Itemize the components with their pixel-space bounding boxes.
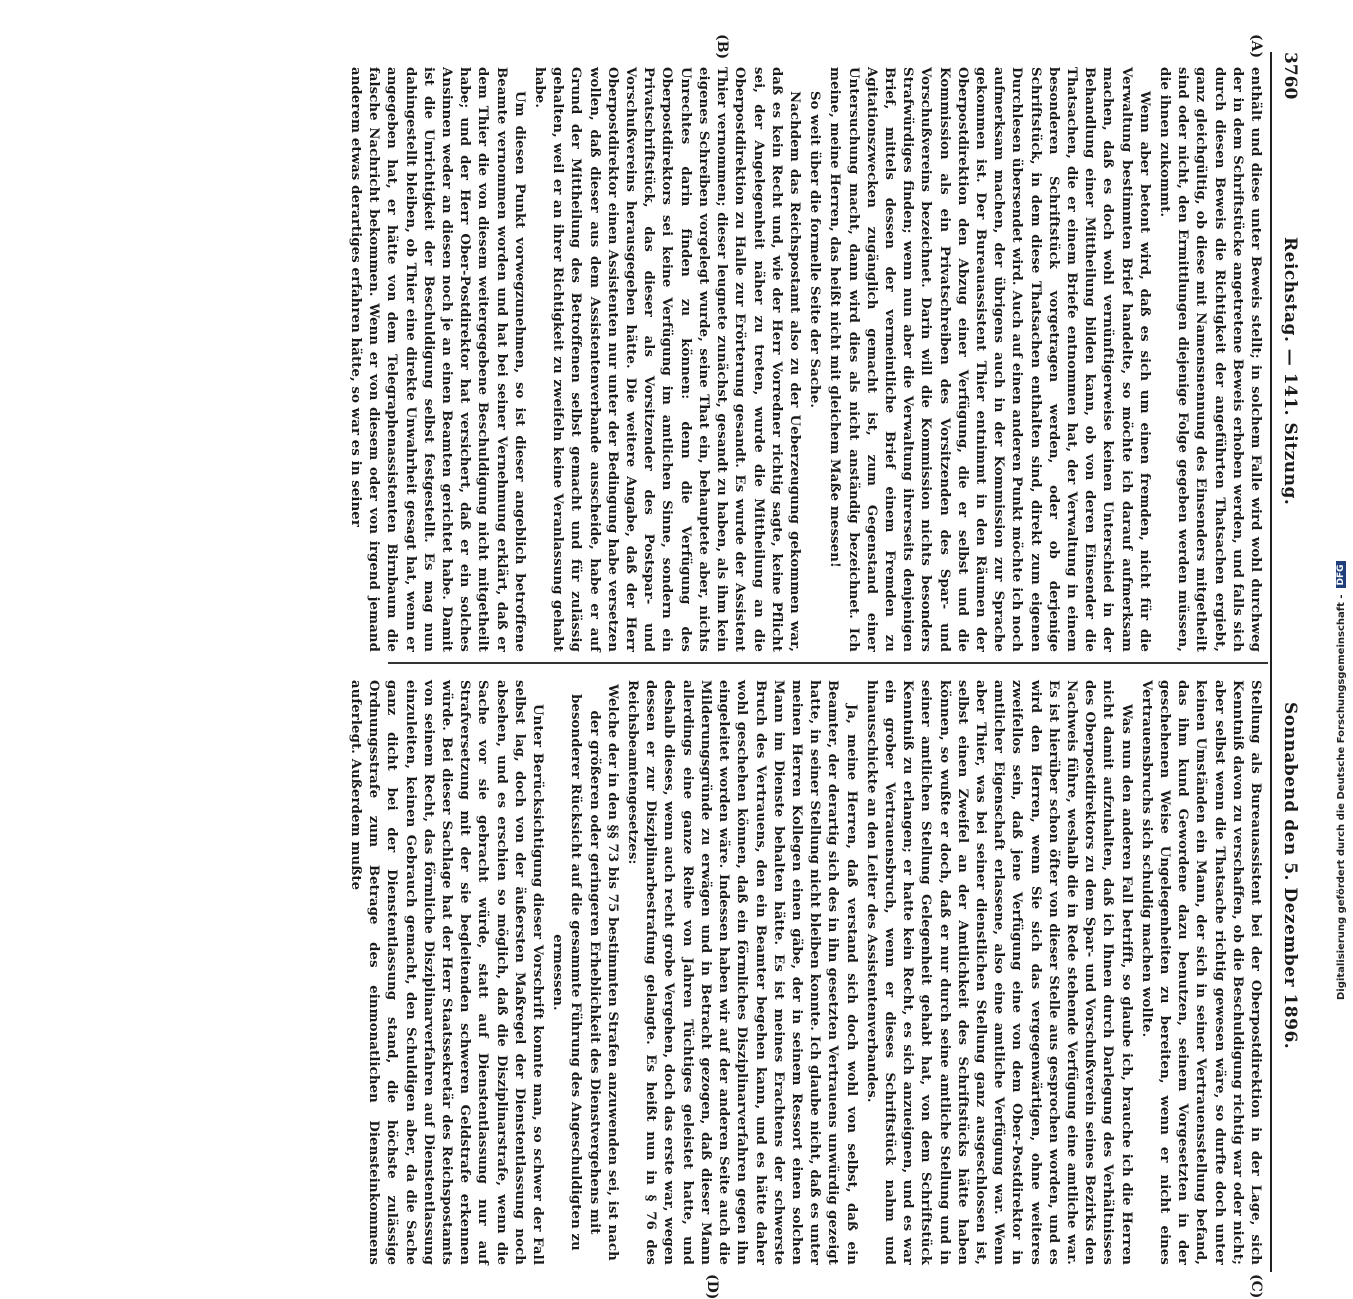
paragraph: Unter Berücksichtigung dieser Vorschrift konnte man, so schwer der Fall selbst lag, doch von der äußersten Maßregel der Dienstentlassung noch absehen, und es erschien so möglich, daß die Disziplinarstrafe, wenn die Sache vor sie gebracht würde, statt auf Dienstentlassung nur auf Strafversetzung mit der sie begleitenden schweren Geldstrafe erkennen würde. Bei dieser Sachlage hat der Herr Staatssekretär des Reichspostamts von seinem Recht, das förmliche Disziplinarverfahren auf Dienstentlassung einzuleiten, keinen Gebrauch gemacht, den Schuldigen aber, da die Sache ganz dicht bei der Dienstentlassung stand, die höchste zulässige Ordnungsstrafe zum Betrage des einmonatlichen Diensteinkommens auferlegt. Außerdem mußte	[348, 680, 546, 1265]
header-date: Sonnabend den 5. Dezember 1896.	[1280, 702, 1300, 1050]
dfg-logo: DFG	[1336, 561, 1346, 588]
right-column	[348, 680, 1264, 1265]
paragraph: Welche der in den §§ 73 bis 75 bestimmten Strafen anzuwenden sei, ist nach der größeren oder geringeren Erheblichkeit des Dienstvergehens mit besonderer Rücksicht auf die gesammte Führung des Angeschuldigten zu ermessen.	[550, 684, 620, 1261]
margin-marker-a: (A)	[1248, 34, 1264, 59]
header-title: Reichstag. — 141. Sitzung.	[1280, 237, 1300, 506]
digitization-credit	[1336, 560, 1352, 1000]
paragraph: Ja, meine Herren, daß verstand sich doch wohl von selbst, daß ein Beamter, der derartig sich des in ihn gesetzten Vertrauens unwürdig gezeigt hatte, in seiner Stellung nicht bleiben konnte. Ich glaube nicht, daß es unter meinen Herren Kollegen einen gäbe, der in seinem Ressort einen solchen Mann im Dienste behalten hätte. Es ist meines Erachtens der schwerste Bruch des Vertrauens, den ein Beamter begehen kann, und es hätte daher wohl geschehen können, daß ein förmliches Disziplinarverfahren gegen ihn eingeleitet worden wäre. Indessen haben wir auf der anderen Seite auch die Milderungsgründe zu erwägen und in Betracht gezogen, daß dieser Mann allerdings eine ganze Reihe von Jahren Tüchtiges geleistet hatte, und deshalb dieses, wenn auch recht grobe Vergehen, doch das erste war, wegen dessen er zur Disziplinarbestrafung gelangte. Es heißt nun in § 76 des Reichsbeamtengesetzes:	[625, 680, 859, 1265]
left-column	[348, 67, 1264, 652]
margin-marker-c: (C)	[1248, 1274, 1264, 1299]
column-divider	[388, 662, 1268, 664]
paragraph: So weit über die formelle Seite der Sache.	[807, 91, 823, 409]
page-number: 3760	[1280, 52, 1300, 100]
paragraph: enthält und diese unter Beweis stellt; in solchem Falle wird wohl durchweg der in dem Schriftstücke angetretene Beweis erhoben werden, und falls sich durch diesen Beweis die Richtigkeit der angeführten Thatsachen ergiebt, ganz gleichgültig, ob diese mit Namensnennung des Einsenders mitgetheilt sind oder nicht, den Ermittlungen diejenige Folge gegeben werden müssen, die ihnen zukommt.	[1156, 67, 1263, 652]
margin-marker-d: (D)	[704, 1274, 720, 1299]
page-header	[1276, 52, 1300, 1272]
paragraph: Wenn aber betont wird, daß es sich um einen fremden, nicht für die Verwaltung bestimmten Brief handelte, so möchte ich darauf aufmerksam machen, daß es doch wohl vernünftigerweise keinen Unterschied in der Behandlung einer Mittheilung bilden kann, ob von deren Einsender die Thatsachen, die er einem Briefe entnommen hat, der Verwaltung in einem besonderen Schriftstück vorgetragen werden, oder ob derjenige Schriftstück, in dem diese Thatsachen enthalten sind, direkt zum eigenen Durchlesen übersendet wird. Auch auf einen anderen Punkt möchte ich noch aufmerksam machen, der übrigens auch in der Kommission zur Sprache gekommen ist. Der Bureauassistent Thier entnimmt in den Räumen der Oberpostdirektion den Abzug einer Verfügung, die er selbst und die Kommission als ein Privatschreiben des Vorsitzenden des Spar- und Vorschußvereins bezeichnet. Darin will die Kommission nichts besonders Strafwürdiges finden; wenn nun aber die Verwaltung ihrerseits denjenigen Brief, mittels dessen der vermeintliche Brief einem Fremden zu Agitationszwecken zugänglich gemacht ist, zum Gegenstand einer Untersuchung macht, dann wird dies als nicht anständig bezeichnet. Ich meine, meine Herren, das heißt nicht mit gleichem Maße messen!	[827, 67, 1152, 652]
paragraph: Was nun den anderen Fall betrifft, so glaube ich, brauche ich die Herren nicht damit aufzuhalten, daß ich Ihnen durch Darlegung des Verhältnisses des Oberpostdirektors zu dem Spar- und Vorschußverein seines Bezirks den Nachweis führe, weshalb die in Rede stehende Verfügung eine amtliche war. Es ist hierüber schon öfter von dieser Stelle aus gesprochen worden, und es wird den Herren, wenn Sie sich das vergegenwärtigen, ohne weiteres zweifellos sein, daß jene Verfügung eine von dem Ober-Postdirektor in amtlicher Eigenschaft erlassene, also eine amtliche Verfügung war. Wenn aber Thier, was bei seiner dienstlichen Stellung ganz ausgeschlossen ist, selbst einen Zweifel an der Amtlichkeit des Schriftstücks hätte haben können, so wußte er doch, daß er nur durch seine amtliche Stellung und in seiner amtlichen Stellung Gelegenheit gehabt hat, von dem Schriftstück Kenntniß zu erlangen; er hatte kein Recht, es sich anzueignen, und es war ein grober Vertrauensbruch, wenn er dieses Schriftstück nahm und hinausschickte an den Leiter des Assistentenverbandes.	[863, 680, 1134, 1265]
document-page	[80, 34, 1300, 1299]
margin-marker-b: (B)	[714, 34, 730, 60]
paragraph: Um diesen Punkt vorwegzunehmen, so ist dieser angeblich betroffene Beamte vernommen worden und hat bei seiner Vernehmung erklärt, daß er dem Thier die von diesem weitergegebene Beschuldigung nicht mitgetheilt habe; und der Herr Ober-Postdirektor hat versichert, daß er ein solches Ansinnen weder an diesen noch je an einen Beamten gerichtet habe. Damit ist die Unrichtigkeit der Beschuldigung selbst festgestellt. Es mag nun dahingestellt bleiben, ob Thier eine direkte Unwahrheit gesagt hat, wenn er angegeben hat, er hätte von dem Telegraphenassistenten Birnbaum die falsche Nachricht bekommen. Wenn er von diesem oder von irgend jemand anderem etwas derartiges erfahren hätte, so war es in seiner	[348, 67, 527, 652]
paragraph: Nachdem das Reichspostamt also zu der Ueberzeugung gekommen war, daß es kein Recht und, wie der Herr Vorredner richtig sagte, keine Pflicht sei, der Angelegenheit näher zu treten, wurde die Mittheilung an die Oberpostdirektion zu Halle zur Erörterung gesandt. Es wurde der Assistent Thier vernommen; dieser leugnete zunächst, gesandt zu haben, als ihm kein eigenes Schreiben vorgelegt wurde, seine That ein, behauptete aber, nichts Unrechtes darin finden zu können: denn die Verfügung des Oberpostdirektors sei keine Verfügung im amtlichen Sinne, sondern ein Privatschriftstück, das dieser als Vorsitzender des Postspar- und Vorschußvereins herausgegeben hätte. Die weitere Angabe, daß der Herr Oberpostdirektor einen Assistenten nur unter der Bedingung habe versetzen wollen, daß dieser aus dem Assistentenverbande ausscheide, habe er auf Grund der Mittheilung des Betroffenen selbst gemacht und für zulässig gehalten, weil er an ihrer Richtigkeit zu zweifeln keine Veranlassung gehabt habe.	[532, 67, 802, 652]
paragraph: Stellung als Bureauassistent bei der Oberpostdirektion in der Lage, sich Kenntniß davon zu verschaffen, ob die Beschuldigung richtig war oder nicht; aber selbst wenn die Thatsache richtig gewesen wäre, so durfte doch unter keinen Umständen ein Mann, der sich in seiner Vertrauensstellung befand, das ihm kund Gewordene dazu benutzen, seinem Vorgesetzten in der geschehenen Weise Ungelegenheiten zu bereiten, wenn er nicht eines Vertrauensbruchs sich schuldig machen wollte.	[1138, 680, 1263, 1265]
header-rule	[1270, 52, 1272, 1272]
credit-text: Digitalisierung gefördert durch die Deutsche Forschungsgemeinschaft -	[1336, 594, 1347, 1000]
